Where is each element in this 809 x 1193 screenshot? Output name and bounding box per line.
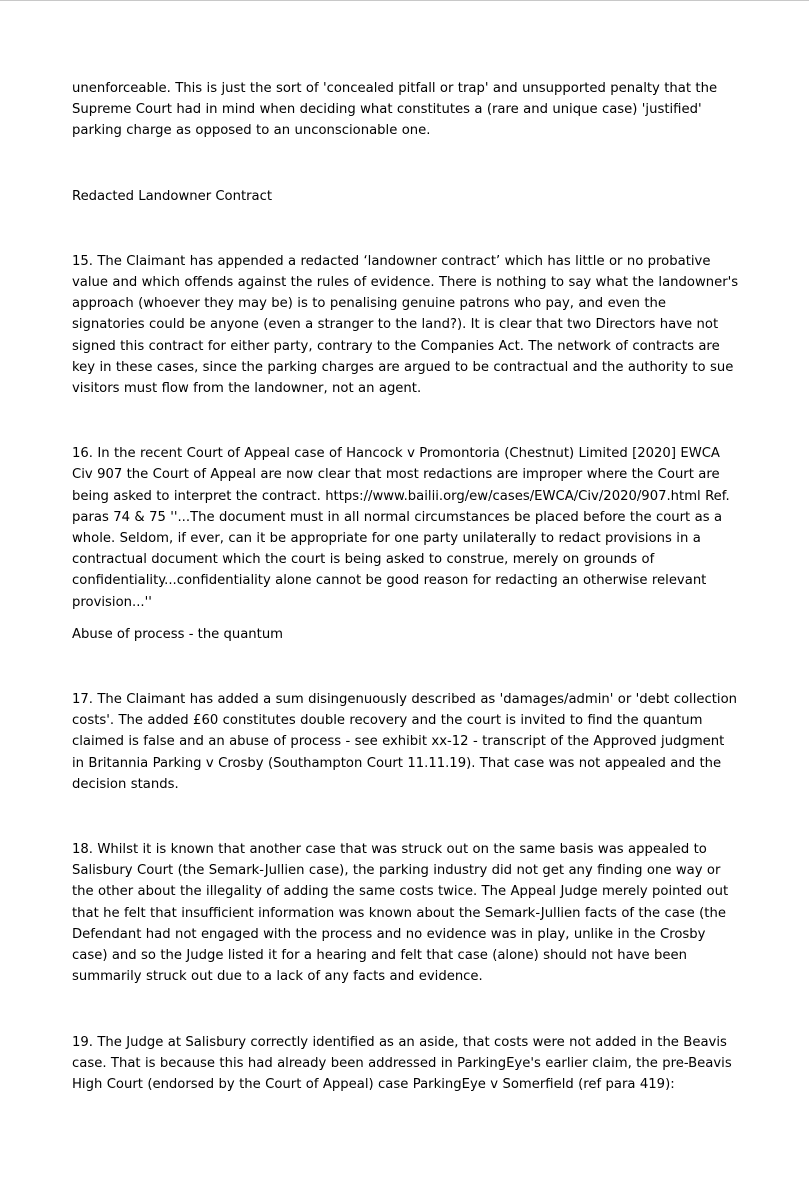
- paragraph-17: 17. The Claimant has added a sum disingenuously described as 'damages/admin' or 'debt collection costs'. The added £60 constitutes double recovery and the court is invited to find the quantum claimed is false and an abuse of process - see exhibit xx-12 - transcript of the Approved judgment in Britannia Parking v Crosby (Southampton Court 11.11.19). That case was not appealed and the decision stands.: [72, 692, 737, 792]
- spacer: [72, 613, 740, 624]
- spacer: [72, 645, 740, 689]
- spacer: [72, 399, 740, 443]
- paragraph-18: 18. Whilst it is known that another case that was struck out on the same basis was appealed to Salisbury Court (the Semark-Jullien case), the parking industry did not get any finding one way or the other about the illegality of adding the same costs twice. The Appeal Judge merely pointed out that he felt that insufficient information was known about the Semark-Jullien facts of the case (the Defendant had not engaged with the process and no evidence was in play, unlike in the Crosby case) and so the Judge listed it for a hearing and felt that case (alone) should not have been summarily struck out due to a lack of any facts and evidence.: [72, 842, 729, 985]
- spacer: [72, 207, 740, 251]
- paragraph-15: 15. The Claimant has appended a redacted ‘landowner contract’ which has little or no probative value and which offends against the rules of evidence. There is nothing to say what the landowner's approach (whoever they may be) is to penalising genuine patrons who pay, and even the signatories could be anyone (even a stranger to the land?). It is clear that two Directors have not signed this contract for either party, contrary to the Companies Act. The network of contracts are key in these cases, since the parking charges are argued to be contractual and the authority to sue visitors must flow from the landowner, not an agent.: [72, 253, 739, 397]
- paragraph-16: 16. In the recent Court of Appeal case of Hancock v Promontoria (Chestnut) Limited [2020] EWCA Civ 907 the Court of Appeal are now clear that most redactions are improper where the Court are being asked to interpret the contract. https://www.bailii.org/ew/cases/EWCA/Civ/2020/907.html Ref. paras 74 & 75 ''...The document must in all normal circumstances be placed before the court as a whole. Seldom, if ever, can it be appropriate for one party unilaterally to redact provisions in a contractual document which the court is being asked to construe, merely on grounds of confidentiality...confidentiality alone cannot be good reason for redacting an otherwise relevant provision...'': [72, 446, 730, 610]
- document-page: [72, 78, 740, 1095]
- spacer: [72, 988, 740, 1032]
- section-heading-landowner: Redacted Landowner Contract: [72, 188, 273, 204]
- spacer: [72, 795, 740, 839]
- spacer: [72, 142, 740, 186]
- page-top-border: [0, 0, 809, 1]
- section-heading-abuse: Abuse of process - the quantum: [72, 626, 284, 642]
- intro-paragraph: unenforceable. This is just the sort of 'concealed pitfall or trap' and unsupported penalty that the Supreme Court had in mind when deciding what constitutes a (rare and unique case) 'justified' parking charge as opposed to an unconscionable one.: [72, 81, 718, 139]
- paragraph-19: 19. The Judge at Salisbury correctly identified as an aside, that costs were not added in the Beavis case. That is because this had already been addressed in ParkingEye's earlier claim, the pre-Beavis High Court (endorsed by the Court of Appeal) case ParkingEye v Somerfield (ref para 419):: [72, 1034, 732, 1092]
